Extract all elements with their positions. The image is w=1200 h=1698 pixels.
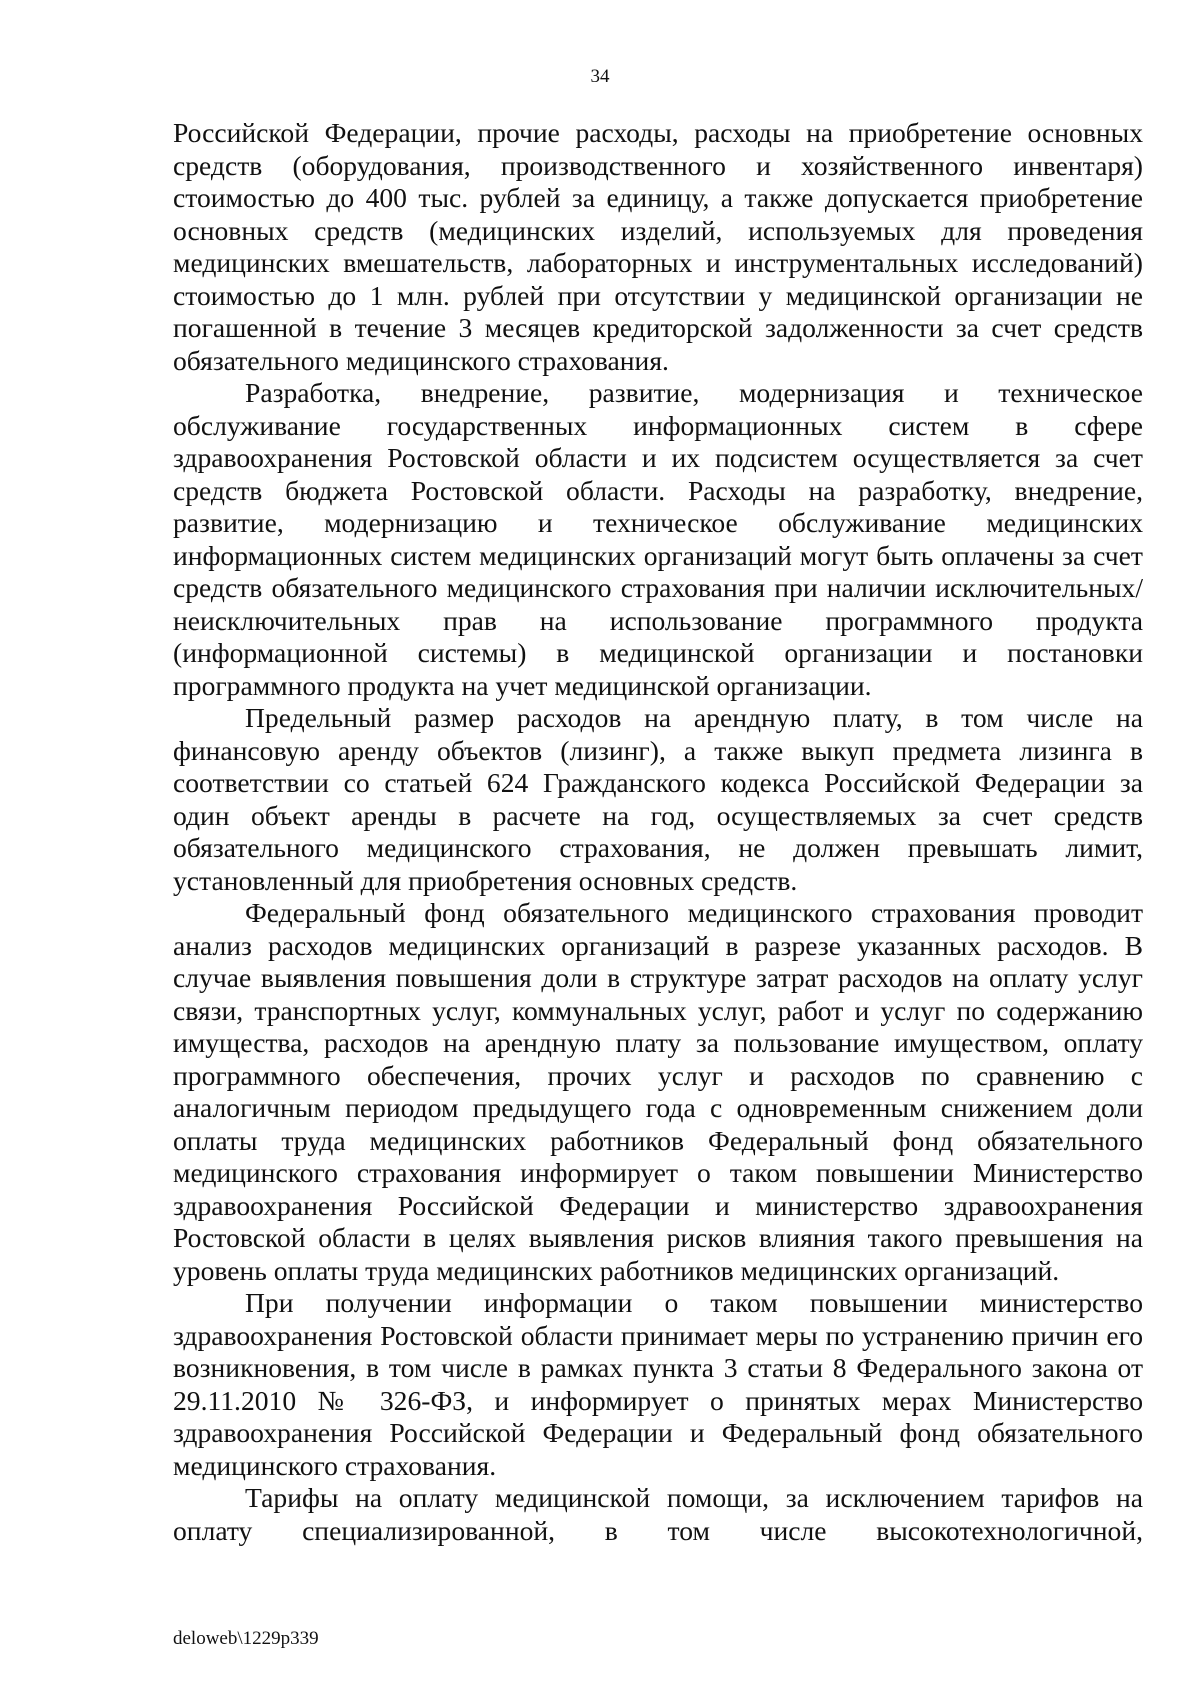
paragraph: При получении информации о таком повышении министерство здравоохранения Ростовской области принимает меры по устранению причин его возникновения, в том числе в рамках пункта 3 статьи 8 Федерального закона от 29.11.2010 № 326-ФЗ, и информирует о принятых мерах Министерство здравоохранения Российской Федерации и Федеральный фонд обязательного медицинского страхования. xyxy=(173,1287,1143,1481)
paragraph: Федеральный фонд обязательного медицинского страхования проводит анализ расходов медицинских организаций в разрезе указанных расходов. В случае выявления повышения доли в структуре затрат расходов на оплату услуг связи, транспортных услуг, коммунальных услуг, работ и услуг по содержанию имущества, расходов на арендную плату за пользование имуществом, оплату программного обеспечения, прочих услуг и расходов по сравнению с аналогичным периодом предыдущего года с одновременным снижением доли оплаты труда медицинских работников Федеральный фонд обязательного медицинского страхования информирует о таком повышении Министерство здравоохранения Российской Федерации и министерство здравоохранения Ростовской области в целях выявления рисков влияния такого превышения на уровень оплаты труда медицинских работников медицинских организаций. xyxy=(173,897,1143,1286)
document-body xyxy=(173,117,1143,1547)
paragraph: Российской Федерации, прочие расходы, расходы на приобретение основных средств (оборудования, производственного и хозяйственного инвентаря) стоимостью до 400 тыс. рублей за единицу, а также допускается приобретение основных средств (медицинских изделий, используемых для проведения медицинских вмешательств, лабораторных и инструментальных исследований) стоимостью до 1 млн. рублей при отсутствии у медицинской организации не погашенной в течение 3 месяцев кредиторской задолженности за счет средств обязательного медицинского страхования. xyxy=(173,117,1143,376)
page-number: 34 xyxy=(590,66,610,87)
paragraph: Разработка, внедрение, развитие, модернизация и техническое обслуживание государственных информационных систем в сфере здравоохранения Ростовской области и их подсистем осуществляется за счет средств бюджета Ростовской области. Расходы на разработку, внедрение, развитие, модернизацию и техническое обслуживание медицинских информационных систем медицинских организаций могут быть оплачены за счет средств обязательного медицинского страхования при наличии исключительных/неисключительных прав на использование программного продукта (информационной системы) в медицинской организации и постановки программного продукта на учет медицинской организации. xyxy=(173,377,1143,701)
document-reference-id: deloweb\1229p339 xyxy=(173,1628,319,1649)
paragraph: Тарифы на оплату медицинской помощи, за исключением тарифов на оплату специализированной, в том числе высокотехнологичной, xyxy=(173,1482,1143,1546)
paragraph: Предельный размер расходов на арендную плату, в том числе на финансовую аренду объектов (лизинг), а также выкуп предмета лизинга в соответствии со статьей 624 Гражданского кодекса Российской Федерации за один объект аренды в расчете на год, осуществляемых за счет средств обязательного медицинского страхования, не должен превышать лимит, установленный для приобретения основных средств. xyxy=(173,702,1143,896)
